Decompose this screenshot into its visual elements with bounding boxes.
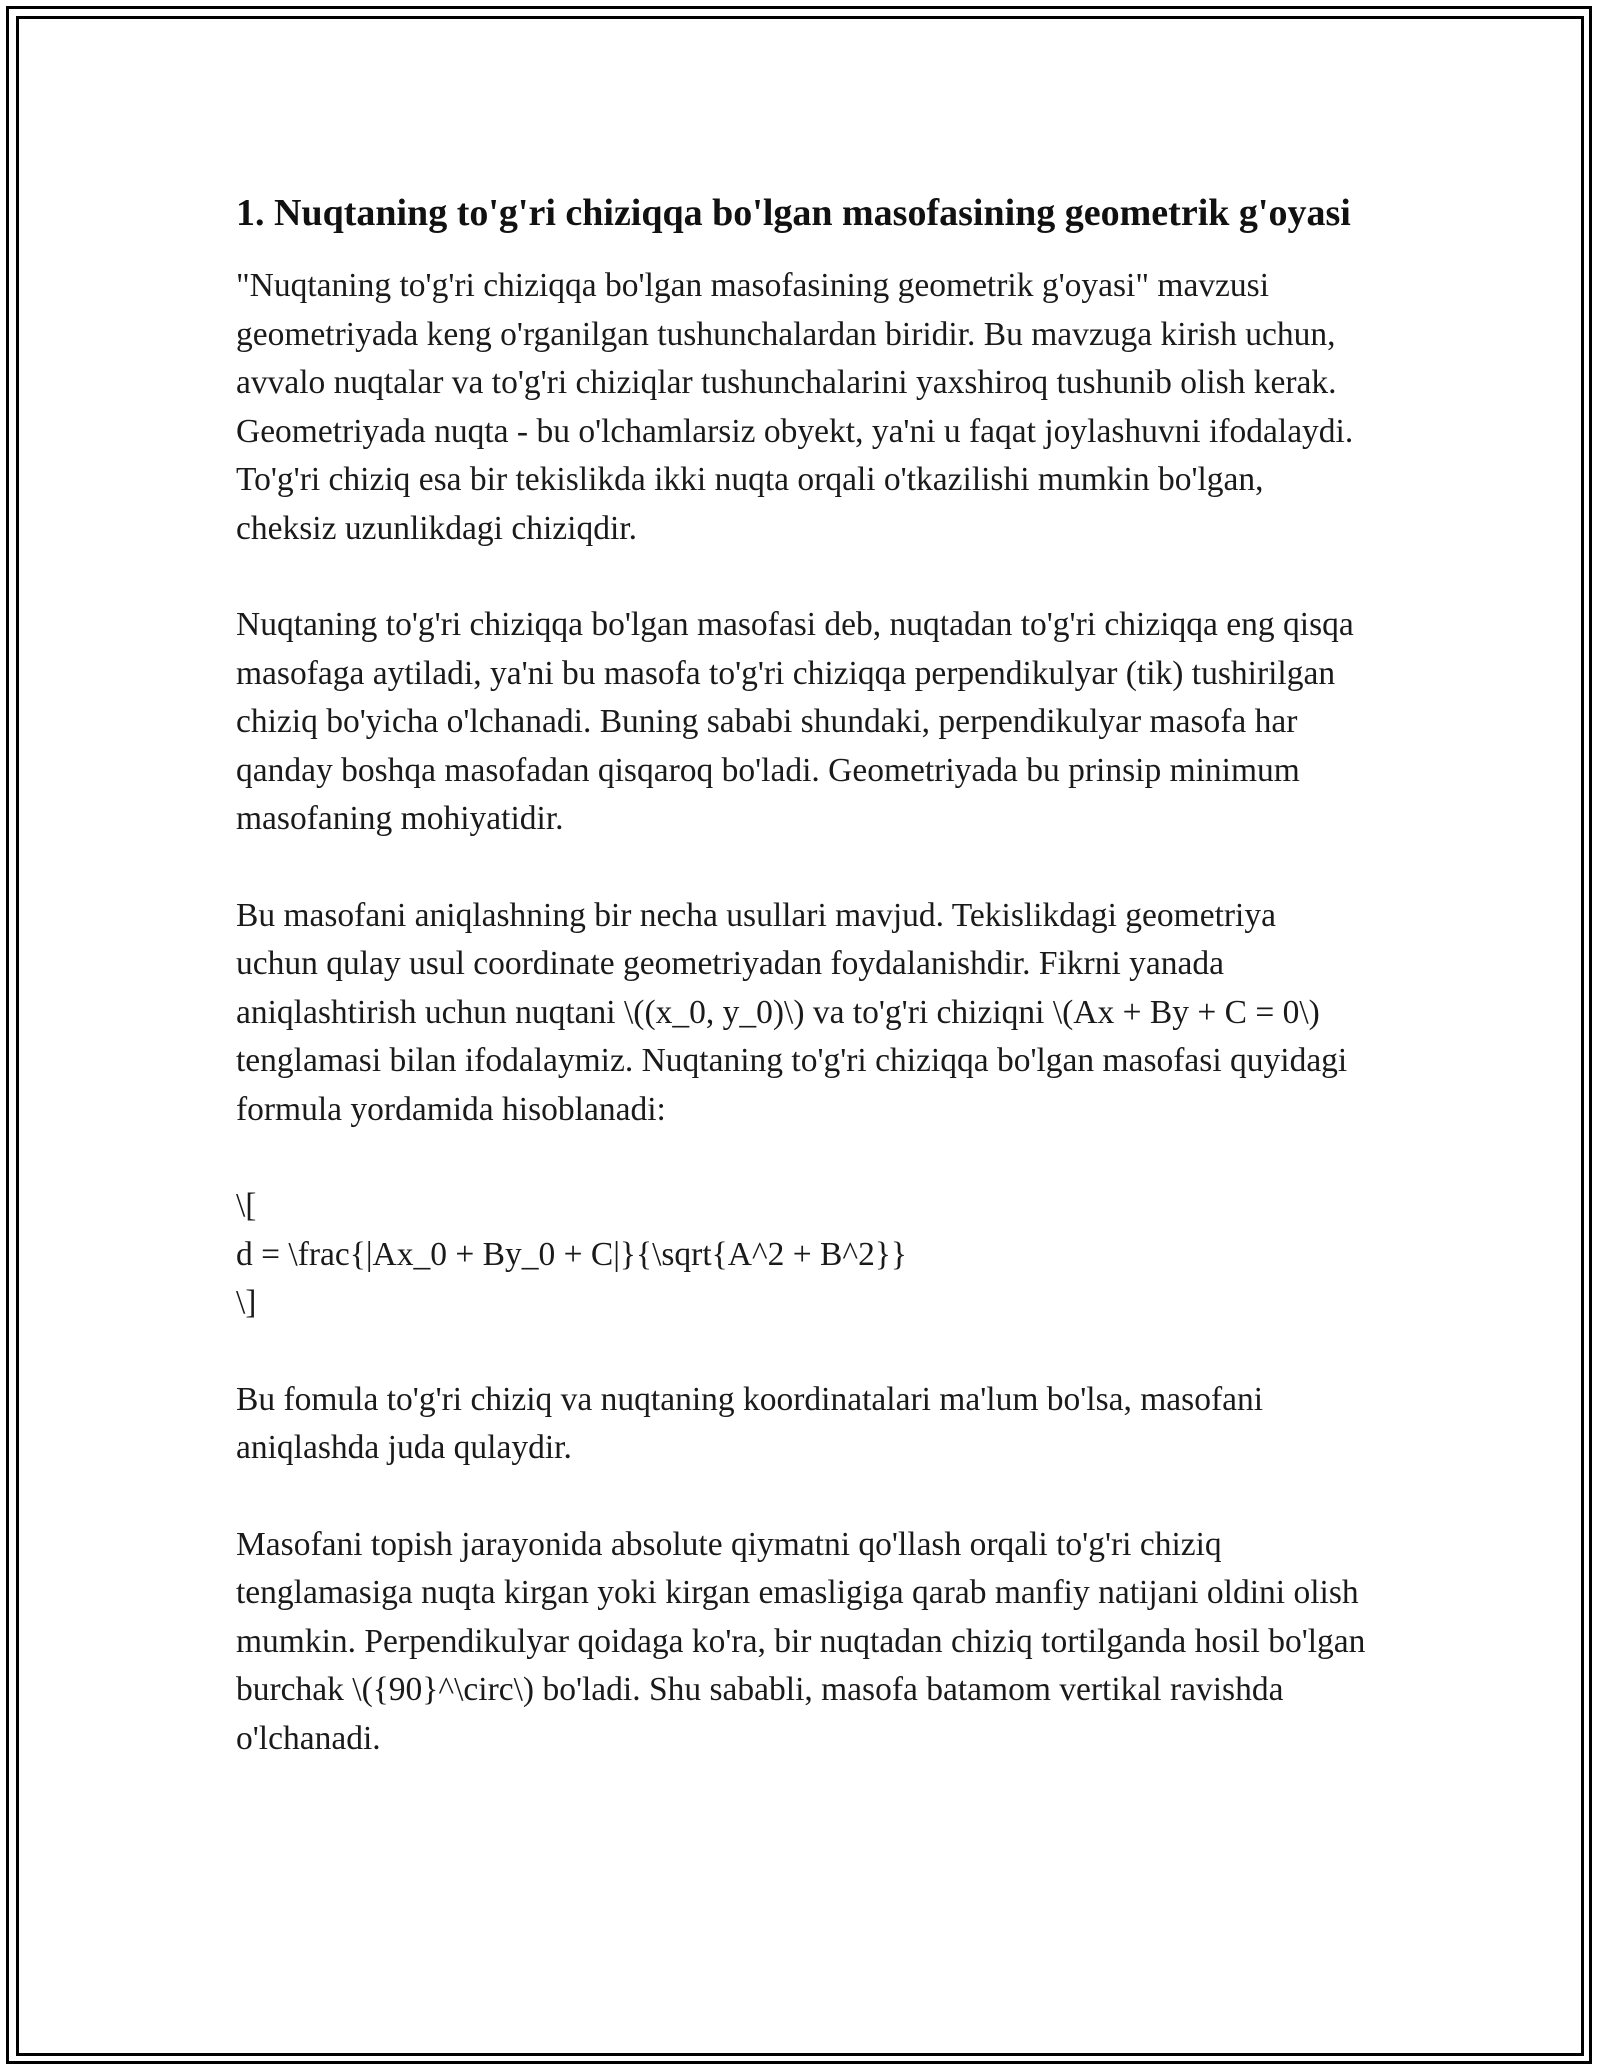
paragraph-absolute-value: Masofani topish jarayonida absolute qiymatni qo'llash orqali to'g'ri chiziq tenglamasiga nuqta kirgan yoki kirgan emasligiga qarab manfiy natijani oldini olish mumkin. Perpendikulyar qoidaga ko'ra, bir nuqtadan chiziq tortilganda hosil bo'lgan burchak \({90}^\circ\) bo'ladi. Shu sababli, masofa batamom vertikal ravishda o'lchanadi. xyxy=(236,1525,1366,1757)
paragraph-definition: Nuqtaning to'g'ri chiziqqa bo'lgan masofasi deb, nuqtadan to'g'ri chiziqqa eng qisqa masofaga aytiladi, ya'ni bu masofa to'g'ri chiziqqa perpendikulyar (tik) tushirilgan chiziq bo'yicha o'lchanadi. Buning sababi shundaki, perpendikulyar masofa har qanday boshqa masofadan qisqaroq bo'ladi. Geometriyada bu prinsip minimum masofaning mohiyatidir. xyxy=(236,606,1354,837)
formula-block: \[ d = \frac{|Ax_0 + By_0 + C|}{\sqrt{A^2 + B^2}} \] xyxy=(236,1187,907,1321)
document-body xyxy=(236,186,1366,1763)
section-heading: 1. Nuqtaning to'g'ri chiziqqa bo'lgan masofasining geometrik g'oyasi xyxy=(236,192,1351,234)
paragraph-formula-note: Bu fomula to'g'ri chiziq va nuqtaning koordinatalari ma'lum bo'lsa, masofani aniqlashda juda qulaydir. xyxy=(236,1380,1264,1466)
paragraph-intro: "Nuqtaning to'g'ri chiziqqa bo'lgan masofasining geometrik g'oyasi" mavzusi geometriyada keng o'rganilgan tushunchalardan biridir. Bu mavzuga kirish uchun, avvalo nuqtalar va to'g'ri chiziqlar tushunchalarini yaxshiroq tushunib olish kerak. Geometriyada nuqta - bu o'lchamlarsiz obyekt, ya'ni u faqat joylashuvni ifodalaydi. To'g'ri chiziq esa bir tekislikda ikki nuqta orqali o'tkazilishi mumkin bo'lgan, cheksiz uzunlikdagi chiziqdir. xyxy=(236,267,1354,547)
paragraph-method: Bu masofani aniqlashning bir necha usullari mavjud. Tekislikdagi geometriya uchun qulay usul coordinate geometriyadan foydalanishdir. Fikrni yanada aniqlashtirish uchun nuqtani \((x_0, y_0)\) va to'g'ri chiziqni \(Ax + By + C = 0\) tenglamasi bilan ifodalaymiz. Nuqtaning to'g'ri chiziqqa bo'lgan masofasi quyidagi formula yordamida hisoblanadi: xyxy=(236,896,1348,1128)
